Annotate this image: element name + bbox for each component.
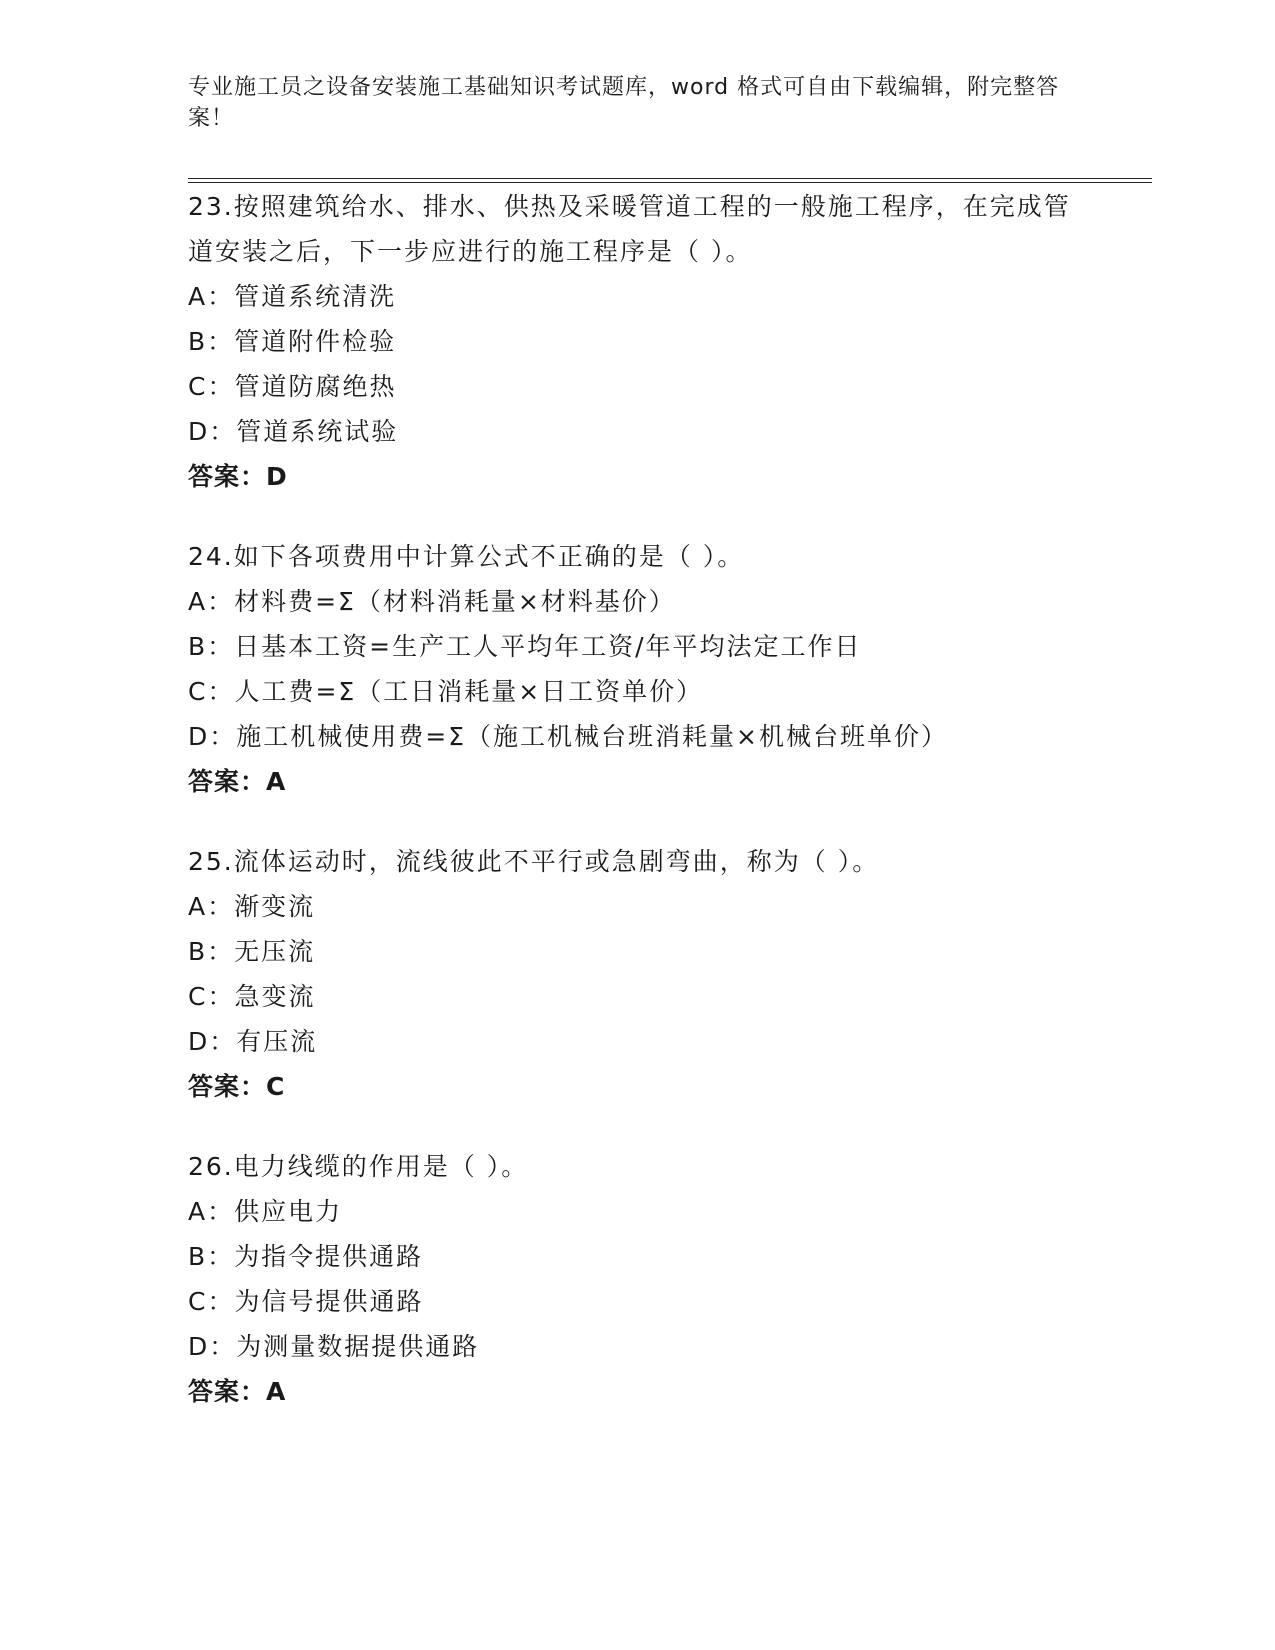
option-d: D：施工机械使用费=Σ（施工机械台班消耗量×机械台班单价） xyxy=(188,722,948,751)
option-d: D：为测量数据提供通路 xyxy=(188,1332,480,1361)
option-a: A：管道系统清洗 xyxy=(188,282,397,311)
option-a: A：供应电力 xyxy=(188,1197,343,1226)
option-c: C：急变流 xyxy=(188,982,316,1011)
option-a: A：渐变流 xyxy=(188,892,316,921)
option-c: C：管道防腐绝热 xyxy=(188,372,397,401)
question-block xyxy=(188,1144,1088,1414)
option-c: C：为信号提供通路 xyxy=(188,1287,424,1316)
header-divider xyxy=(188,178,1152,183)
question-stem: 24.如下各项费用中计算公式不正确的是（ ）。 xyxy=(188,542,745,571)
answer-line: 答案：A xyxy=(188,1377,287,1406)
option-c: C：人工费=Σ（工日消耗量×日工资单价） xyxy=(188,677,704,706)
question-stem: 26.电力线缆的作用是（ ）。 xyxy=(188,1152,529,1181)
document-header: 专业施工员之设备安装施工基础知识考试题库，word 格式可自由下载编辑，附完整答案！ xyxy=(188,75,1060,131)
option-d: D：管道系统试验 xyxy=(188,417,399,446)
option-b: B：为指令提供通路 xyxy=(188,1242,424,1271)
answer-line: 答案：C xyxy=(188,1072,286,1101)
question-stem: 25.流体运动时，流线彼此不平行或急剧弯曲，称为（ ）。 xyxy=(188,847,880,876)
option-b: B：无压流 xyxy=(188,937,316,966)
question-block xyxy=(188,184,1088,499)
option-d: D：有压流 xyxy=(188,1027,318,1056)
answer-line: 答案：A xyxy=(188,767,287,796)
option-b: B：日基本工资=生产工人平均年工资/年平均法定工作日 xyxy=(188,632,862,661)
option-b: B：管道附件检验 xyxy=(188,327,397,356)
question-stem: 23.按照建筑给水、排水、供热及采暖管道工程的一般施工程序，在完成管道安装之后，下一步应进行的施工程序是（ ）。 xyxy=(188,192,1071,266)
question-block xyxy=(188,534,1088,804)
question-block xyxy=(188,839,1088,1109)
answer-line: 答案：D xyxy=(188,462,288,491)
option-a: A：材料费=Σ（材料消耗量×材料基价） xyxy=(188,587,676,616)
